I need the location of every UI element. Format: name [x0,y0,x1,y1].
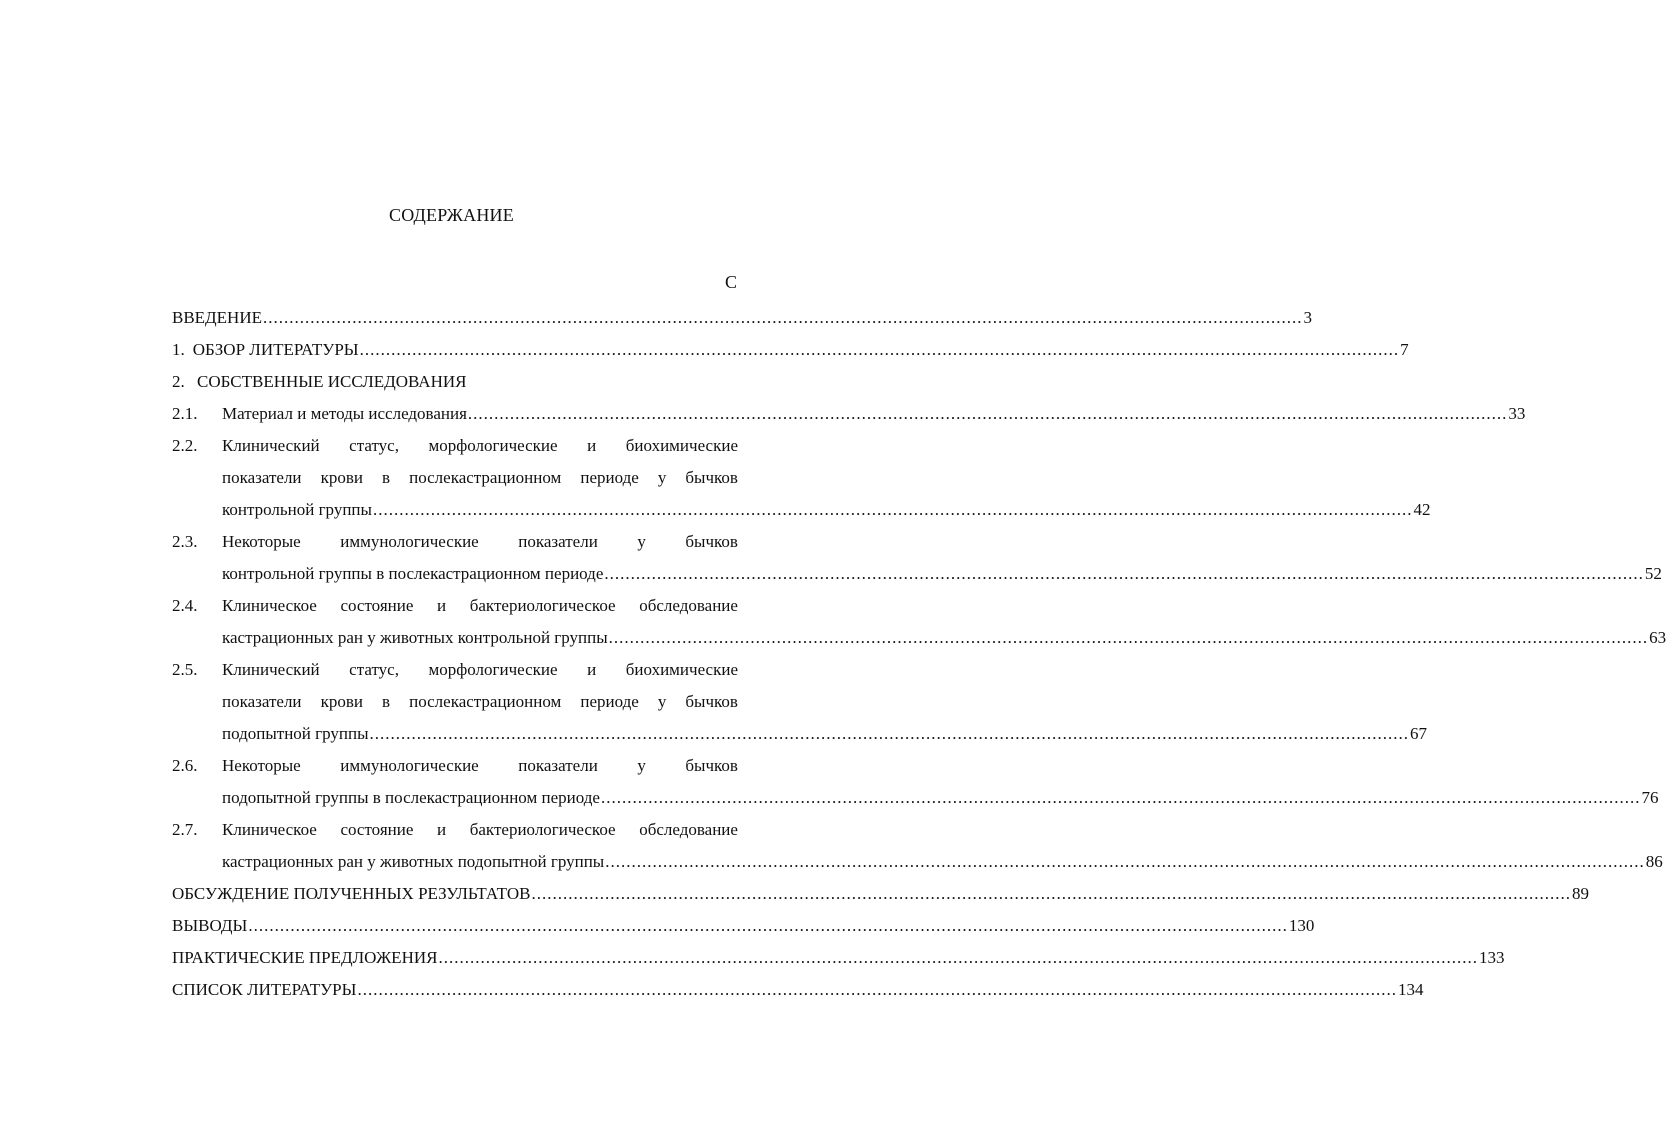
dot-leader: ...................................................................................................................................................................................................... [605,852,1645,871]
dot-leader: ...................................................................................................................................................................................................... [467,404,1508,423]
toc-entry-2-3[interactable]: 2.3. Некоторые иммунологические показатели у бычков [172,526,738,558]
dot-leader: ...................................................................................................................................................................................................... [438,948,1478,967]
dot-leader: ...................................................................................................................................................................................................... [357,980,1397,999]
section-number: 2.5. [172,660,198,679]
dot-leader: ...................................................................................................................................................................................................... [608,628,1649,647]
toc-entry-practical-proposals[interactable]: ПРАКТИЧЕСКИЕ ПРЕДЛОЖЕНИЯ ...................................................................................................................................................................................................... 133 [172,942,738,974]
page-column-label: С [724,272,737,292]
toc-entry-2-1[interactable]: 2.1. Материал и методы исследования ...................................................................................................................................................................................................... 33 [172,398,738,430]
toc-entry-2-4-last: кастрационных ран у животных контрольной группы ...................................................................................................................................................................................................... 63 [172,622,738,654]
page-number: 89 [1571,884,1589,903]
toc-entry-2-6[interactable]: 2.6. Некоторые иммунологические показатели у бычков [172,750,738,782]
section-number: 2.3. [172,532,198,551]
table-of-contents [172,302,1666,1006]
page-number: 76 [1641,788,1659,807]
page-number: 134 [1397,980,1424,999]
toc-entry-references[interactable]: СПИСОК ЛИТЕРАТУРЫ ...................................................................................................................................................................................................... 134 [172,974,738,1006]
page-number: 7 [1400,340,1409,359]
dot-leader: ...................................................................................................................................................................................................... [369,724,1410,743]
toc-entry-2-4[interactable]: 2.4. Клиническое состояние и бактериологическое обследование [172,590,738,622]
dot-leader: ...................................................................................................................................................................................................... [600,788,1641,807]
section-number: 2.6. [172,756,198,775]
page-number: 33 [1508,404,1526,423]
dot-leader: ...................................................................................................................................................................................................... [248,916,1288,935]
dot-leader: ...................................................................................................................................................................................................... [604,564,1644,583]
page-number: 133 [1478,948,1505,967]
toc-entry-conclusions[interactable]: ВЫВОДЫ ...................................................................................................................................................................................................... 130 [172,910,738,942]
toc-entry-2-2-continued: показатели крови в послекастрационном периоде у бычков [222,468,738,487]
toc-entry-2-5-continued: показатели крови в послекастрационном периоде у бычков [222,692,738,711]
section-number: 1. [172,340,185,359]
toc-entry-2-2-last: контрольной группы ...................................................................................................................................................................................................... 42 [172,494,738,526]
toc-entry-2-5[interactable]: 2.5. Клинический статус, морфологические и биохимические [172,654,738,686]
dot-leader: ...................................................................................................................................................................................................... [359,340,1400,359]
toc-entry-own-research[interactable]: 2. СОБСТВЕННЫЕ ИССЛЕДОВАНИЯ [172,372,467,391]
toc-entry-2-3-last: контрольной группы в послекастрационном периоде ...................................................................................................................................................................................................... 52 [172,558,738,590]
toc-entry-2-6-last: подопытной группы в послекастрационном периоде ...................................................................................................................................................................................................... 76 [172,782,738,814]
page-number: 42 [1413,500,1431,519]
toc-entry-introduction[interactable]: ВВЕДЕНИЕ ...................................................................................................................................................................................................... 3 [172,302,738,334]
page-number: 86 [1645,852,1663,871]
page-number: 130 [1288,916,1315,935]
dot-leader: ...................................................................................................................................................................................................... [262,308,1303,327]
dot-leader: ...................................................................................................................................................................................................... [531,884,1571,903]
toc-entry-2-5-last: подопытной группы ...................................................................................................................................................................................................... 67 [172,718,738,750]
section-number: 2.4. [172,596,198,615]
section-number: 2. [172,372,185,391]
toc-entry-2-7[interactable]: 2.7. Клиническое состояние и бактериологическое обследование [172,814,738,846]
toc-entry-discussion[interactable]: ОБСУЖДЕНИЕ ПОЛУЧЕННЫХ РЕЗУЛЬТАТОВ ...................................................................................................................................................................................................... 89 [172,878,738,910]
page-number: 63 [1649,628,1666,647]
toc-entry-2-2[interactable]: 2.2. Клинический статус, морфологические и биохимические [172,430,738,462]
section-number: 2.1. [172,404,198,423]
toc-entry-2-7-last: кастрационных ран у животных подопытной группы ...................................................................................................................................................................................................... 86 [172,846,738,878]
page-number: 67 [1410,724,1428,743]
page-number: 3 [1303,308,1312,327]
section-number: 2.7. [172,820,198,839]
page-title: СОДЕРЖАНИЕ [389,205,514,225]
toc-entry-literature-review[interactable]: 1. ОБЗОР ЛИТЕРАТУРЫ ...................................................................................................................................................................................................... 7 [172,334,738,366]
dot-leader: ...................................................................................................................................................................................................... [372,500,1413,519]
page-number: 52 [1644,564,1662,583]
section-number: 2.2. [172,436,198,455]
